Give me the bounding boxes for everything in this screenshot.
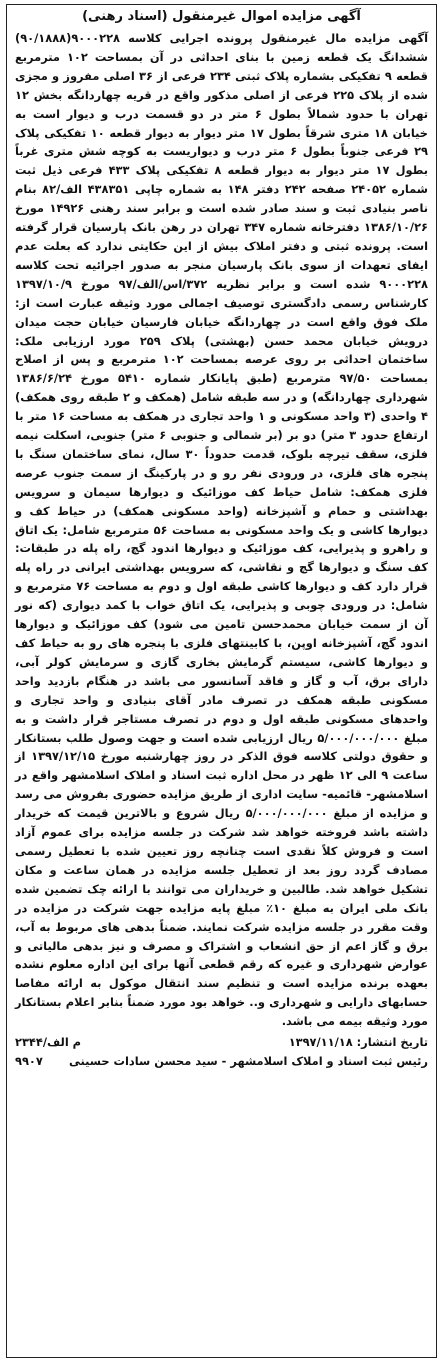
id-number: ۹۹۰۷	[15, 1053, 43, 1068]
notice-footer	[15, 1033, 428, 1071]
footer-row-signature	[15, 1052, 428, 1071]
auction-notice	[6, 4, 437, 1358]
publish-date: تاریخ انتشار: ۱۳۹۷/۱۱/۱۸	[288, 1035, 428, 1050]
reference-code: م الف/۲۳۴۴	[15, 1035, 82, 1050]
signature: رئیس ثبت اسناد و املاک اسلامشهر - سید محسن سادات حسینی	[68, 1053, 428, 1068]
notice-title: آگهی مزایده اموال غیرمنقول (اسناد رهنی)	[82, 9, 361, 24]
notice-body: آگهی مزایده مال غیرمنقول پرونده اجرایی کلاسه ۹۰۰۰۲۲۸(۹۰/۱۸۸۸) ششدانگ یک قطعه زمین با بنای احداثی در آن بمساحت ۱۰۲ مترمربع قطعه ۹ تفکیکی بشماره پلاک ثبتی ۲۳۴ فرعی از ۳۶ اصلی مفروز و مجزی شده از پلاک ۲۲۵ فرعی از اصلی مذکور واقع در قریه چهاردانگه بخش ۱۲ تهران با حدود شمالاً بطول ۶ متر در دو قسمت درب و دیوار است به خیابان ۱۸ متری شرقاً بطول ۱۷ متر دیوار به دیوار قطعه ۱۰ تفکیکی پلاک ۲۹ فرعی جنوباً بطول ۶ متر درب و دیواریست به کوچه شش متری غرباً بطول ۱۷ متر دیوار به دیوار قطعه ۸ تفکیکی پلاک ۴۳۳ فرعی ذیل ثبت شماره ۲۴۰۵۲ صفحه ۲۴۲ دفتر ۱۴۸ به شماره چاپی ۴۳۸۳۵۱ الف/۸۲ بنام ناصر بنیادی ثبت و سند صادر شده است و برابر سند رهنی ۱۴۹۲۶ مورخ ۱۳۸۶/۱۰/۲۶ دفترخانه شماره ۳۴۷ تهران در رهن بانک پارسیان قرار گرفته است. پرونده ثبتی و دفتر املاک بیش از این حکایتی ندارد که بعلت عدم ایفای تعهدات از سوی بانک پارسیان منجر به صدور اجرائیه تحت کلاسه ۹۰۰۰۲۲۸ شده است و برابر نظریه ۳۷۲/اس/الف/۹۷ مورخ ۱۳۹۷/۱۰/۹ کارشناس رسمی دادگستری توصیف اجمالی مورد وثیقه عبارت است از: ملک فوق واقع است در چهاردانگه خیابان فارسیان خیابان حجت میدان درویش خیابان محمد حسن (بهشتی) پلاک ۲۵۹ مورد ارزیابی ملک: ساختمان احداثی بر روی عرصه بمساحت ۱۰۲ مترمربع و پس از اصلاح بمساحت ۹۷/۵۰ مترمربع (طبق پایانکار شماره ۵۴۱۰ مورخ ۱۳۸۶/۶/۲۴ شهرداری چهاردانگه) و در سه طبقه شامل (همکف و ۲ طبقه روی همکف) ۴ واحدی (۳ واحد مسکونی و ۱ واحد تجاری در همکف به مساحت ۱۶ متر با ارتفاع حدود ۳ متر) دو بر (بر شمالی و جنوبی ۶ متر) جنوبی، اسکلت نیمه فلزی، سقف تیرچه بلوک، قدمت حدوداً ۳۰ سال، نمای ساختمان سنگ با پنجره های فلزی، در ورودی نفر رو و در پارکینگ از سمت جنوب عرصه فلزی همکف: شامل حیاط کف موزائیک و دیوارها سیمان و سرویس بهداشتی و حمام و آشپزخانه (واحد مسکونی همکف) در حیاط کف و دیوارها کاشی و یک واحد مسکونی به مساحت ۵۶ مترمربع شامل: یک اتاق و راهرو و پذیرایی، کف موزائیک و دیوارها اندود گچ، راه پله در طبقات: کف سنگ و دیوارها گچ و نقاشی، که سرویس بهداشتی ایرانی در راه پله قرار دارد کف و دیوارها کاشی طبقه اول و دوم به مساحت ۷۶ مترمربع و شامل: در ورودی چوبی و پذیرایی، یک اتاق خواب با کمد دیواری (که نور آن از سمت خیابان محمدحسن تامین می شود) کف موزائیک و دیوارها اندود گچ، آشپزخانه اوپن، با کابینتهای فلزی با پنجره های رو به حیاط کف و دیوارها کاشی، سیستم گرمایش بخاری گازی و سرمایش کولر آبی، دارای برق، آب و گاز و فاقد آسانسور می باشد در هنگام بازدید واحد مسکونی طبقه همکف در تصرف مادر آقای بنیادی و واحد تجاری و واحدهای مسکونی طبقه اول و دوم در تصرف مستاجر قرار داشت و به مبلغ ۵/۰۰۰/۰۰۰/۰۰۰ ریال ارزیابی شده است و جهت وصول طلب بستانکار و حقوق دولتی کلاسه فوق الذکر در روز چهارشنبه مورخ ۱۳۹۷/۱۲/۱۵ از ساعت ۹ الی ۱۲ ظهر در محل اداره ثبت اسناد و املاک اسلامشهر واقع در اسلامشهر- قائمیه- سایت اداری از طریق مزایده حضوری بفروش می رسد و مزایده از مبلغ ۵/۰۰۰/۰۰۰/۰۰۰ ریال شروع و بالاترین قیمت که خریدار داشته باشد فروخته خواهد شد شرکت در جلسه مزایده برای عموم آزاد است و فروش کلاً نقدی است چنانچه روز تعیین شده با تعطیل رسمی مصادف گردد روز بعد از تعطیل جلسه مزایده در همان ساعت و مکان تشکیل خواهد شد. طالبین و خریداران می توانند با ارائه چک تضمین شده بانک ملی ایران به مبلغ ۱۰٪ مبلغ پایه مزایده جهت شرکت در مزایده در وقت مقرر در جلسه مزایده شرکت نمایند. ضمناً بدهی های مربوط به آب، برق و گاز اعم از حق انشعاب و اشتراک و مصرف و نیز بدهی مالیاتی و عوارض شهرداری و غیره که رقم قطعی آنها برای این اداره معلوم نشده بعهده برنده مزایده است و تنظیم سند انتقال موکول به ارائه مفاصا حسابهای دارایی و شهرداری و.. خواهد بود مورد ضمناً بنابر اعلام بستانکار مورد وثیقه بیمه می باشد.	[15, 31, 429, 1029]
footer-row-date	[15, 1033, 428, 1052]
